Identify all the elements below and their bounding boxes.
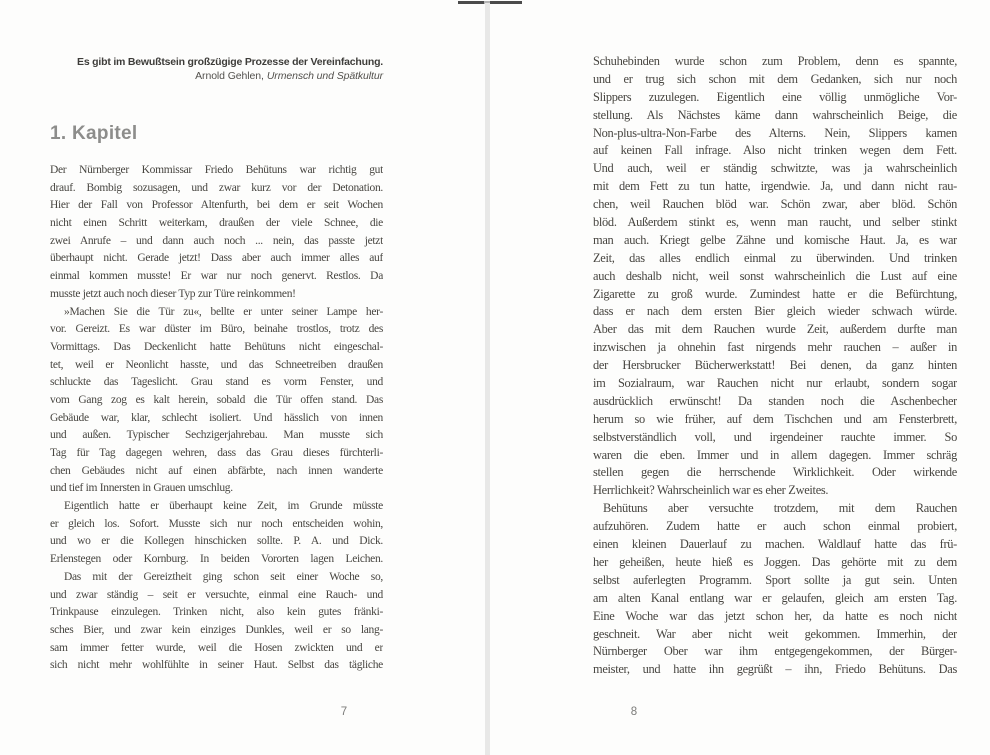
text-line: auch deshalb nicht, weil sonst wahrscheinlich die Lust auf eine [593, 268, 957, 283]
text-line: auf keinen Fall infrage. Also nicht trinken wegen dem Fett. [593, 143, 957, 158]
text-line: chen, weil Rauchen blöd war. Schön zwar, aber blöd. Schön [593, 197, 957, 212]
text-line: chen Gebäudes nicht auf einen abfärbte, nach innen wanderte [50, 464, 383, 477]
text-line: selbstverständlich voll, und irgendeiner rauchte immer. So [593, 429, 957, 444]
text-line: Schuhebinden wurde schon zum Problem, denn es spannte, [593, 54, 957, 68]
text-line: Erlenstegen oder Kornburg. In beiden Vororten lagen Leichen. [50, 553, 383, 566]
text-line: Hier der Fall von Professor Altenfurth, bei dem er seit Wochen [50, 199, 383, 212]
text-line: Trinkpause einzulegen. Trinken nicht, also kein gutes fränki- [50, 606, 383, 619]
text-line: stellen gegen die herrschende Wirklichkeit. Oder wirkende [593, 465, 957, 480]
text-line: selbst auferlegten Programm. Sport sollte ja gut sein. Unten [593, 572, 957, 587]
text-line: zwei Anrufe – und dann auch noch ... nein, das passte jetzt [50, 234, 383, 247]
text-line: inzwischen ja ohnehin fast nirgends mehr rauchen – außer in [593, 340, 957, 355]
text-line: sches Bier, und zwar kein einziges Dunkles, weil er so lang- [50, 623, 383, 636]
text-line: und zwar ständig – seit er versuchte, einmal eine Rauch- und [50, 588, 383, 601]
text-line: Zigarette zu groß wurde. Zumindest hatte er die Befürchtung, [593, 286, 957, 301]
text-line: Der Nürnberger Kommissar Friedo Behütuns war richtig gut [50, 164, 383, 176]
text-line: Zeit, das alles endlich einmal zu überwinden. Und trinken [593, 250, 957, 265]
text-line: der Hersbrucker Bücherwerkstatt! Bei denen, da ganz hinten [593, 358, 957, 373]
text-line: schluckte das Tageslicht. Grau stand es vorm Fenster, und [50, 376, 383, 389]
text-line: Behütuns aber versuchte trotzdem, mit dem Rauchen [603, 501, 957, 516]
text-line: drauf. Bombig sozusagen, und zwar kurz vor der Detonation. [50, 181, 383, 194]
text-line: man auch. Kriegt gelbe Zähne und komische Haut. Ja, es war [593, 232, 957, 247]
epigraph-work-title: Urmensch und Spätkultur [266, 69, 383, 82]
text-line: und er trug sich schon mit dem Gedanken, sich nur noch [593, 71, 957, 86]
text-line: Tag für Tag dagegen wehren, dass das Grau dieses fürchterli- [50, 447, 383, 459]
text-line: nicht einen Schritt weiterkam, draußen der viele Schnee, die [50, 217, 383, 230]
text-line: Vormittags. Das Deckenlicht hatte Behütuns nicht eingeschal- [50, 340, 383, 353]
text-line: und wo er die Kollegen hinschicken sollte. P. A. und Dick. [50, 535, 383, 548]
text-line: und tief im Innersten in Grauen umschlug. [50, 482, 233, 495]
text-line: er gleich los. Sofort. Musste sich nur noch entscheiden wohin, [50, 517, 383, 530]
text-line: im Sozialraum, war Rauchen nicht nur erlaubt, sondern sogar [593, 376, 957, 391]
text-line: Und auch, weil er ständig schwitzte, was ja wahrscheinlich [593, 161, 957, 176]
chapter-heading: 1. Kapitel [50, 123, 138, 144]
text-line: Slippers zuzulegen. Eigentlich eine völlig unmögliche Vor- [593, 89, 957, 104]
text-line: ausdrücklich erwünscht! Da standen noch die Aschenbecher [593, 393, 957, 408]
text-line: mit dem Fett zu tun hatte, irgendwie. Ja, und dann nicht rau- [593, 179, 957, 194]
text-line: geschneit. War aber nicht weit gekommen. Immerhin, der [593, 626, 957, 641]
text-line: herum so wie früher, auf dem Tischchen und am Fensterbrett, [593, 411, 957, 426]
body-text-right [593, 53, 957, 679]
epigraph-attribution [50, 70, 383, 84]
text-line: vom Gang zog es kalt herein, sobald die Tür offen stand. Das [50, 393, 383, 406]
text-line: Eigentlich hatte er überhaupt keine Zeit, im Grunde müsste [64, 500, 383, 513]
spine-mark-right [490, 1, 522, 4]
epigraph [50, 56, 383, 83]
text-line: Das mit der Gereiztheit ging schon seit einer Woche so, [64, 570, 383, 583]
text-line: einmal kommen musste! Er war nur noch genervt. Restlos. Da [50, 270, 383, 283]
text-line: tet, weil er Neonlicht hasste, und das Schneetreiben draußen [50, 358, 383, 371]
spine-mark-left [458, 1, 484, 4]
text-line: einen kleinen Dauerlauf zu machen. Waldlauf hatte das frü- [593, 537, 957, 552]
page-number-left: 7 [340, 706, 348, 718]
text-line: vor. Gereizt. Es war düster im Büro, beinahe trostlos, trotz des [50, 323, 383, 336]
text-line: und außen. Typischer Sechzigerjahrebau. Man musste sich [50, 429, 383, 442]
text-line: blöd. Außerdem stinkt es, wenn man raucht, und selber stinkt [593, 215, 957, 230]
text-line: Herrlichkeit? Wahrscheinlich war es eher Zweites. [593, 483, 829, 498]
text-line: Gebäude war, klar, schlecht isoliert. Und hässlich von innen [50, 411, 383, 424]
text-line: am alten Kanal entlang war er gelaufen, gleich am ersten Tag. [593, 590, 957, 605]
text-line: stellung. Als Nächstes käme dann wahrscheinlich Beige, die [593, 107, 957, 122]
text-line: dass er nach dem ersten Bier gleich wieder schwach würde. [593, 304, 957, 319]
text-line: aufzuhören. Zudem hatte er auch schon einmal probiert, [593, 519, 957, 534]
text-line: waren die eben. Immer und in allem dagegen. Immer schräg [593, 447, 957, 462]
text-line: Nürnberger Ober war ihm entgegengekommen, der Bürger- [593, 644, 957, 659]
text-line: sich nicht mehr wohlfühlte in seiner Haut. Selbst das tägliche [50, 659, 383, 672]
epigraph-author: Arnold Gehlen, [195, 69, 264, 82]
page-gutter-line [485, 3, 490, 755]
epigraph-text: Es gibt im Bewußtsein großzügige Prozesse der Vereinfachung. [77, 56, 383, 68]
text-line: überhaupt nicht. Gerade jetzt! Dass aber auch immer alles auf [50, 252, 383, 265]
text-line: Non-plus-ultra-Non-Farbe des Alterns. Nein, Slippers kamen [593, 125, 957, 140]
text-line: musste jetzt auch noch dieser Typ zur Türe reinkommen! [50, 287, 296, 300]
text-line: her geheißen, heute hieß es Joggen. Das gehörte mit zu dem [593, 554, 957, 569]
text-line: sam immer fetter wurde, weil die Hosen zwickten und er [50, 641, 383, 654]
page-number-right: 8 [630, 706, 638, 718]
body-text-left [50, 162, 383, 675]
text-line: »Machen Sie die Tür zu«, bellte er unter seiner Lampe her- [64, 305, 383, 318]
text-line: Aber das mit dem Rauchen wurde Zeit, außerdem durfte man [593, 322, 957, 337]
text-line: meister, und hatte ihn gegrüßt – ihn, Friedo Behütuns. Das [593, 662, 957, 677]
text-line: Eine Woche war das jetzt schon her, da hatte es noch nicht [593, 608, 957, 623]
